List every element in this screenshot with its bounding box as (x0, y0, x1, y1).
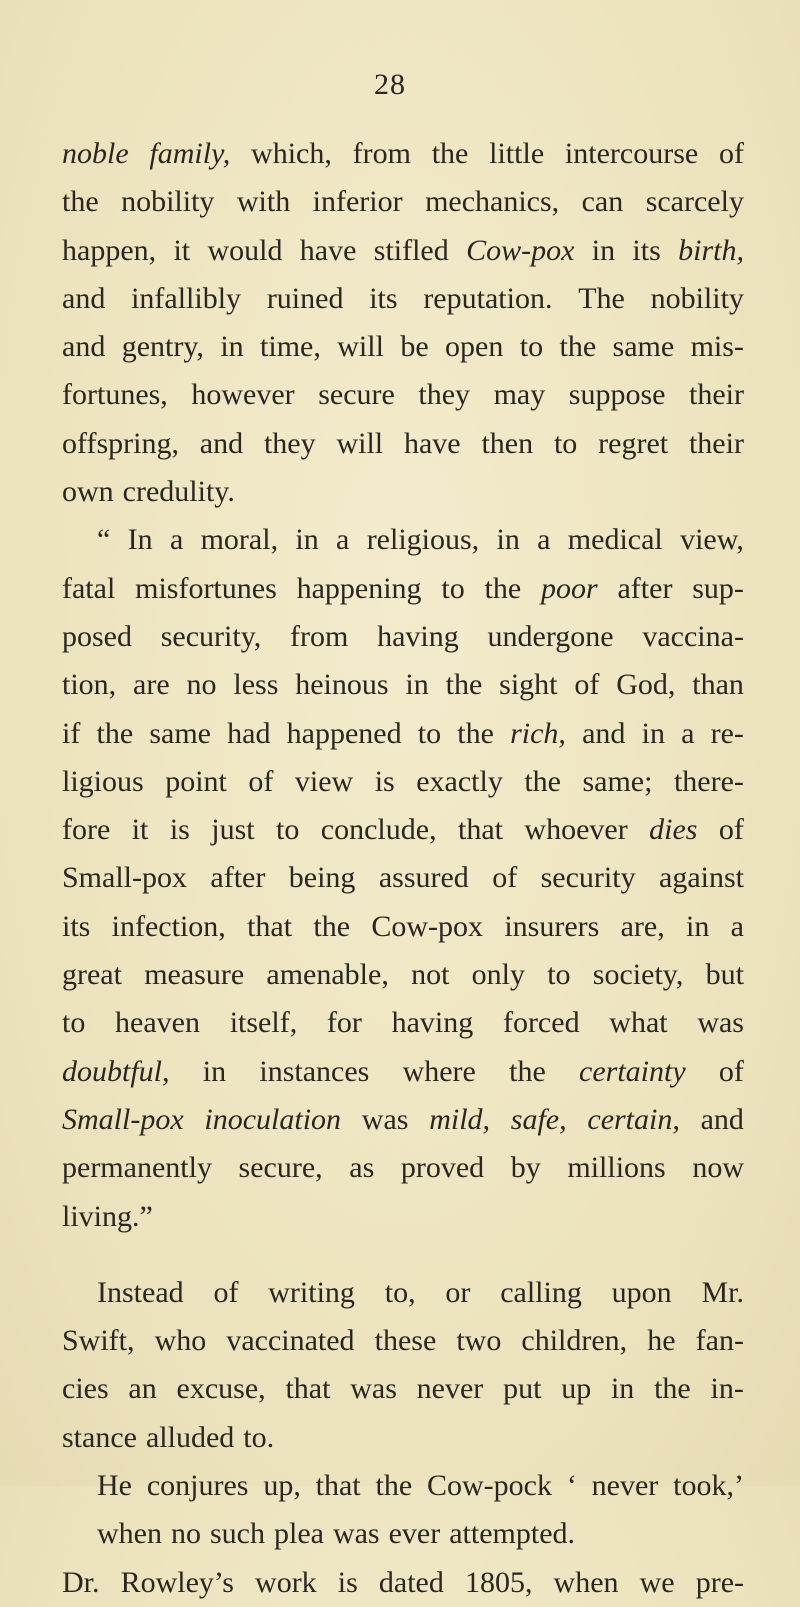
text-line (62, 1048, 744, 1096)
text-line (62, 1365, 744, 1413)
word: ‘ (566, 1469, 577, 1503)
word: itself, (229, 1006, 298, 1040)
word: would (207, 233, 283, 267)
word: are (133, 668, 170, 702)
word: to (519, 330, 544, 364)
word: conjures (146, 1469, 249, 1503)
word: to (441, 571, 465, 605)
paragraph-gap (62, 1241, 744, 1269)
word: these (374, 1324, 437, 1358)
word: birth, (678, 233, 744, 267)
word: same (149, 716, 211, 750)
text-line (62, 1559, 744, 1607)
word: millions (567, 1151, 666, 1185)
word: safe, (510, 1102, 567, 1136)
word: insurers (504, 909, 600, 943)
word: will (336, 426, 384, 460)
word: permanently (62, 1151, 212, 1185)
word: of (718, 1054, 744, 1088)
word: stifled (373, 233, 449, 267)
word: living.” (62, 1199, 153, 1233)
word: such (209, 1517, 265, 1551)
text-line (62, 661, 744, 709)
word: mechanics, (425, 185, 560, 219)
text-line (62, 1317, 744, 1365)
word: have (403, 426, 461, 460)
word: conclude, (320, 813, 437, 847)
word: time, (260, 330, 321, 364)
word: reputation. (423, 281, 553, 315)
word: medical (567, 523, 663, 557)
word: and (62, 281, 106, 315)
word: have (299, 233, 357, 267)
word: in (220, 330, 244, 364)
word: gentry, (121, 330, 204, 364)
word: Small-pox (62, 861, 187, 895)
word: offspring, (62, 426, 179, 460)
word: no (170, 1517, 201, 1551)
word: if (62, 716, 81, 750)
word: intercourse (564, 137, 699, 170)
word: in (610, 1372, 635, 1406)
word: as (349, 1151, 375, 1185)
word: may (493, 378, 546, 412)
word: a (169, 523, 184, 557)
word: of (574, 668, 600, 702)
word: Rowley’s (120, 1565, 234, 1599)
word: point (165, 764, 227, 798)
word: he (647, 1324, 676, 1358)
word: are, (620, 909, 665, 943)
word: Instead (97, 1275, 184, 1309)
word: the (445, 668, 483, 702)
word: after (617, 571, 673, 605)
word: they (263, 426, 316, 460)
word: religious, (366, 523, 480, 557)
word: happened (286, 716, 402, 750)
word: that (458, 813, 503, 847)
word: infection, (111, 909, 226, 943)
word: less (233, 668, 279, 702)
word: for (326, 1006, 362, 1040)
word: work (255, 1565, 317, 1599)
word: in (496, 523, 520, 557)
word: never (591, 1469, 659, 1503)
page-number: 28 (374, 68, 406, 101)
text-line (62, 903, 744, 951)
word: mis- (690, 330, 744, 364)
word: family, (149, 137, 231, 170)
word: proved (400, 1151, 485, 1185)
word: is (337, 1565, 358, 1599)
word: moral, (200, 523, 279, 557)
word: can (581, 185, 624, 219)
word: Mr. (701, 1275, 744, 1309)
word: cies (62, 1372, 109, 1406)
word: infallibly (131, 281, 242, 315)
word: of (213, 1275, 239, 1309)
word: the (313, 909, 351, 943)
text-line (62, 1193, 744, 1241)
word: never (416, 1372, 484, 1406)
word: view (294, 764, 354, 798)
word: the (654, 1372, 691, 1406)
text-line (62, 565, 744, 613)
word: Small-pox (62, 1102, 184, 1136)
word: noble (62, 137, 129, 170)
word: inoculation (204, 1102, 342, 1136)
word: just (211, 813, 255, 847)
word: of (492, 861, 518, 895)
word: happen, (62, 233, 157, 267)
word: was (697, 1006, 744, 1040)
word: happening (296, 571, 422, 605)
word: society, (592, 958, 684, 992)
word: it (173, 233, 191, 267)
word: great (62, 958, 122, 992)
word: than (692, 668, 744, 702)
word: that (247, 909, 293, 943)
text-line (62, 613, 744, 661)
word: a (730, 909, 744, 943)
word: secure (318, 378, 395, 412)
text-line (62, 806, 744, 854)
word: doubtful, (62, 1054, 170, 1088)
text-line (62, 999, 744, 1047)
word: security (540, 861, 636, 895)
text-line (62, 130, 744, 178)
word: up, (263, 1469, 301, 1503)
word: attempted. (449, 1517, 576, 1551)
word: whoever (524, 813, 628, 847)
word: dated (378, 1565, 444, 1599)
word: an (128, 1372, 157, 1406)
word: security, (160, 619, 262, 653)
word: two (456, 1324, 502, 1358)
word: He (97, 1469, 132, 1503)
word: was (332, 1517, 380, 1551)
word: instances (259, 1054, 370, 1088)
word: same; (582, 764, 653, 798)
word: put (503, 1372, 542, 1406)
word: then (481, 426, 534, 460)
word: was (350, 1372, 397, 1406)
word: who (154, 1324, 207, 1358)
word: Swift, (62, 1324, 135, 1358)
word: its (632, 233, 661, 267)
word: having (391, 1006, 474, 1040)
word: alluded (145, 1420, 235, 1454)
word: amenable, (266, 958, 389, 992)
word: a (336, 523, 350, 557)
word: in (641, 716, 665, 750)
word: poor (540, 571, 598, 605)
word: was (361, 1102, 409, 1136)
word: Cow-pox (466, 233, 575, 267)
word: which, (251, 137, 332, 170)
word: little (489, 137, 545, 170)
word: calling (500, 1275, 582, 1309)
word: fortunes, (62, 378, 168, 412)
word: to, (384, 1275, 416, 1309)
word: open (445, 330, 504, 364)
word: be (400, 330, 429, 364)
text-line (62, 275, 744, 323)
word: measure (144, 958, 245, 992)
word: to (417, 716, 442, 750)
word: excuse, (176, 1372, 266, 1406)
word: in (686, 909, 710, 943)
word: a (537, 523, 551, 557)
word: in- (710, 1372, 744, 1406)
text-line (62, 710, 744, 758)
word: its (62, 909, 91, 943)
word: it (131, 813, 149, 847)
word: to (553, 426, 578, 460)
word: there- (673, 764, 744, 798)
text-line (62, 1462, 744, 1510)
text-line (62, 227, 744, 275)
word: certain, (587, 1102, 680, 1136)
word: own (62, 475, 114, 509)
word: to (62, 1006, 86, 1040)
word: a (681, 716, 695, 750)
word: same (612, 330, 675, 364)
word: had (227, 716, 271, 750)
word: of (718, 813, 744, 847)
word: forced (502, 1006, 580, 1040)
text-line (62, 468, 744, 516)
word: fore (62, 813, 111, 847)
word: dies (649, 813, 698, 847)
word: In (127, 523, 153, 557)
word: in (202, 1054, 227, 1088)
word: regret (598, 426, 669, 460)
word: being (288, 861, 356, 895)
word: its (369, 281, 398, 315)
word: the (484, 571, 522, 605)
word: view, (680, 523, 744, 557)
word: plea (273, 1517, 324, 1551)
word: and (62, 330, 106, 364)
word: their (688, 426, 744, 460)
word: not (411, 958, 450, 992)
word: the (62, 185, 99, 219)
word: certainty (579, 1054, 686, 1088)
word: rich, (510, 716, 566, 750)
word: in (295, 523, 319, 557)
word: and (700, 1102, 744, 1136)
word: secure, (238, 1151, 323, 1185)
word: children, (521, 1324, 628, 1358)
word: undergone (487, 619, 614, 653)
word: inferior (312, 185, 403, 219)
word: to (276, 813, 300, 847)
text-line (62, 758, 744, 806)
text-line (62, 178, 744, 226)
word: ever (388, 1517, 441, 1551)
word: misfortunes (135, 571, 277, 605)
word: fatal (62, 571, 116, 605)
word: the (559, 330, 597, 364)
text-line (62, 1510, 744, 1558)
word: that (285, 1372, 331, 1406)
word: exactly (416, 764, 503, 798)
word: of (718, 137, 744, 170)
word: the (457, 716, 494, 750)
text-line (62, 371, 744, 419)
word: however (191, 378, 295, 412)
word: no (186, 668, 217, 702)
word: heaven (115, 1006, 200, 1040)
word: the (509, 1054, 546, 1088)
text-line (62, 323, 744, 371)
word: stance (62, 1420, 137, 1454)
word: or (445, 1275, 471, 1309)
word: what (609, 1006, 668, 1040)
word: and (199, 426, 244, 460)
text-line (62, 420, 744, 468)
word: The (578, 281, 625, 315)
word: against (659, 861, 744, 895)
word: to. (243, 1420, 275, 1454)
word: the (524, 764, 561, 798)
text-line (62, 1414, 744, 1462)
word: in (405, 668, 429, 702)
text-line (62, 951, 744, 999)
word: when (553, 1565, 619, 1599)
word: sight (499, 668, 558, 702)
word: by (510, 1151, 541, 1185)
word: vaccinated (226, 1324, 355, 1358)
word: fan- (695, 1324, 744, 1358)
word: 1805, (464, 1565, 533, 1599)
word: sup- (692, 571, 744, 605)
word: credulity. (122, 475, 235, 509)
word: having (377, 619, 459, 653)
word: took,’ (673, 1469, 744, 1503)
word: up (561, 1372, 592, 1406)
word: the (431, 137, 469, 170)
word: “ (97, 523, 111, 557)
word: Dr. (62, 1565, 100, 1599)
word: Cow-pock (427, 1469, 552, 1503)
word: they (418, 378, 471, 412)
word: pre- (695, 1565, 744, 1599)
word: now (692, 1151, 744, 1185)
word: when (97, 1517, 162, 1551)
word: ligious (62, 764, 144, 798)
word: is (374, 764, 395, 798)
word: with (236, 185, 291, 219)
body-text (62, 130, 744, 1607)
word: their (689, 378, 744, 412)
text-line (62, 1144, 744, 1192)
word: the (96, 716, 134, 750)
word: where (402, 1054, 476, 1088)
text-line (62, 1096, 744, 1144)
word: will (337, 330, 384, 364)
word: re- (710, 716, 744, 750)
word: but (705, 958, 744, 992)
word: from (352, 137, 411, 170)
word: only (471, 958, 525, 992)
word: that (315, 1469, 361, 1503)
word: heinous (295, 668, 389, 702)
word: from (290, 619, 349, 653)
word: suppose (568, 378, 666, 412)
word: assured (378, 861, 469, 895)
word: upon (611, 1275, 672, 1309)
word: vaccina- (642, 619, 744, 653)
text-line (62, 854, 744, 902)
word: is (169, 813, 190, 847)
word: ruined (266, 281, 344, 315)
word: scarcely (645, 185, 744, 219)
word: of (248, 764, 274, 798)
word: posed (62, 619, 132, 653)
word: the (375, 1469, 413, 1503)
word: in (591, 233, 616, 267)
text-line (62, 1269, 744, 1317)
word: after (210, 861, 266, 895)
word: tion, (62, 668, 117, 702)
word: Cow-pox (371, 909, 484, 943)
word: to (547, 958, 571, 992)
word: we (639, 1565, 675, 1599)
word: God, (616, 668, 676, 702)
word: nobility (121, 185, 215, 219)
word: mild, (429, 1102, 491, 1136)
text-line (62, 516, 744, 564)
word: and (582, 716, 626, 750)
word: nobility (650, 281, 744, 315)
word: writing (268, 1275, 355, 1309)
